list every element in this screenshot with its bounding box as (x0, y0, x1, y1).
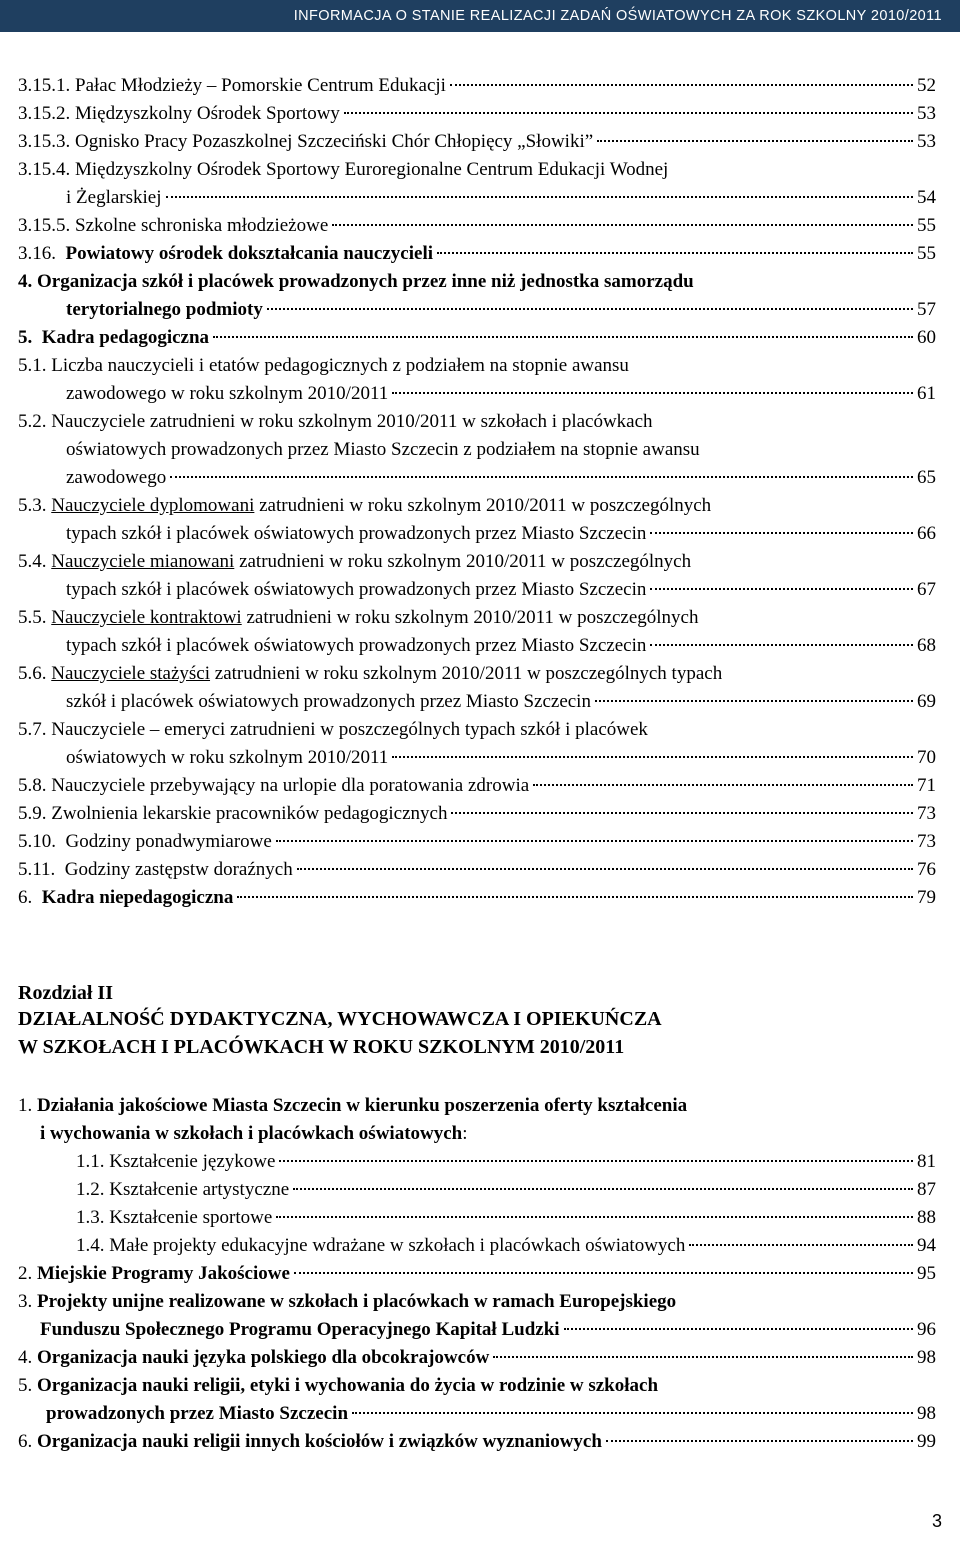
toc-num: 6. (18, 1431, 33, 1452)
dot-leader (213, 336, 913, 338)
toc-title: Nauczyciele – emeryci zatrudnieni w poszczególnych typach szkół i placówek (51, 719, 648, 740)
toc-title-underlined: Nauczyciele kontraktowi (51, 607, 242, 628)
toc-title: Kształcenie sportowe (109, 1207, 273, 1228)
toc-title: Szkolne schroniska młodzieżowe (75, 215, 329, 236)
toc-num: 4. (18, 271, 33, 292)
toc-entry-3-15-2[interactable] (18, 100, 936, 128)
dot-leader (450, 84, 913, 86)
dot-leader (279, 1160, 913, 1162)
document-header-text: INFORMACJA O STANIE REALIZACJI ZADAŃ OŚWIATOWYCH ZA ROK SZKOLNY 2010/2011 (293, 8, 942, 24)
toc-num: 5.4. (18, 551, 47, 572)
toc-title-cont: terytorialnego podmioty (66, 299, 263, 320)
toc-title: Kształcenie artystyczne (109, 1179, 290, 1200)
dot-leader (267, 308, 913, 310)
dot-leader (392, 756, 913, 758)
toc-num: 5.11. (18, 859, 56, 880)
toc-title-cont: Funduszu Społecznego Programu Operacyjnego Kapitał Ludzki (40, 1319, 560, 1340)
toc-num: 1.1. (76, 1151, 105, 1172)
toc-entry-5-3[interactable] (18, 492, 711, 520)
toc-title: Nauczyciele przebywający na urlopie dla poratowania zdrowia (51, 775, 530, 796)
toc2-entry-1-2[interactable] (76, 1176, 936, 1204)
toc-num: 5.7. (18, 719, 47, 740)
toc-title-cont: zawodowego (66, 467, 167, 488)
toc-entry-5-2[interactable] (18, 408, 653, 436)
toc-page: 99 (917, 1431, 936, 1452)
toc-entry-5-8[interactable] (18, 772, 936, 800)
dot-leader (170, 476, 913, 478)
toc-page: 87 (917, 1179, 936, 1200)
dot-leader (451, 812, 913, 814)
toc-page: 61 (917, 383, 936, 404)
dot-leader (332, 224, 913, 226)
toc-entry-5-10[interactable] (18, 828, 936, 856)
dot-leader (237, 896, 913, 898)
toc-num: 5.3. (18, 495, 47, 516)
chapter-title-line1: DZIAŁALNOŚĆ DYDAKTYCZNA, WYCHOWAWCZA I OPIEKUŃCZA (18, 1008, 662, 1030)
toc-title: Międzyszkolny Ośrodek Sportowy (75, 103, 340, 124)
toc-page: 96 (917, 1319, 936, 1340)
toc-title: Kadra niepedagogiczna (41, 887, 234, 908)
toc-title: Działania jakościowe Miasta Szczecin w kierunku poszerzenia oferty kształcenia (37, 1095, 688, 1116)
dot-leader (166, 196, 914, 198)
dot-leader (276, 1216, 913, 1218)
toc-page: 76 (917, 859, 936, 880)
toc-title: Organizacja nauki języka polskiego dla obcokrajowców (37, 1347, 490, 1368)
page-number: 3 (931, 1511, 942, 1531)
toc-page: 53 (917, 131, 936, 152)
toc2-entry-1-4[interactable] (76, 1232, 936, 1260)
toc-entry-5-3-cont (66, 520, 936, 548)
toc-page: 54 (917, 187, 936, 208)
toc-entry-5-2-cont (66, 436, 700, 464)
toc2-entry-1-3[interactable] (76, 1204, 936, 1232)
toc-entry-5-11[interactable] (18, 856, 936, 884)
toc-page: 70 (917, 747, 936, 768)
dot-leader (297, 868, 913, 870)
toc-title-underlined: Nauczyciele dyplomowani (51, 495, 255, 516)
toc-entry-5-1[interactable] (18, 352, 629, 380)
toc-num: 3.15.3. (18, 131, 71, 152)
dot-leader (294, 1272, 913, 1274)
toc-title: Kadra pedagogiczna (41, 327, 210, 348)
dot-leader (689, 1244, 913, 1246)
toc-title: Organizacja nauki religii innych kościołów i związków wyznaniowych (37, 1431, 602, 1452)
toc-title-cont: zawodowego w roku szkolnym 2010/2011 (66, 383, 389, 404)
toc-page: 53 (917, 103, 936, 124)
dot-leader (293, 1188, 913, 1190)
toc-page: 79 (917, 887, 936, 908)
toc-entry-5-6[interactable] (18, 660, 722, 688)
toc-entry-4-cont (66, 296, 936, 324)
toc-page: 98 (917, 1347, 936, 1368)
toc-title: Kształcenie językowe (109, 1151, 276, 1172)
toc-num: 5.2. (18, 411, 47, 432)
toc-num: 1.4. (76, 1235, 105, 1256)
toc-title: Miejskie Programy Jakościowe (37, 1263, 290, 1284)
toc2-entry-3[interactable] (18, 1288, 676, 1316)
toc2-entry-1-cont (40, 1120, 468, 1148)
toc2-entry-4[interactable] (18, 1344, 936, 1372)
toc-title-cont: szkół i placówek oświatowych prowadzonych przez Miasto Szczecin (66, 691, 591, 712)
toc-page: 94 (917, 1235, 936, 1256)
toc-entry-5-1-cont (66, 380, 936, 408)
dot-leader (276, 840, 913, 842)
toc-page: 66 (917, 523, 936, 544)
dot-leader (650, 532, 913, 534)
toc-num: 1.3. (76, 1207, 105, 1228)
toc-title-cont: prowadzonych przez Miasto Szczecin (46, 1403, 349, 1424)
toc-title-cont: oświatowych w roku szkolnym 2010/2011 (66, 747, 389, 768)
toc-title-underlined: Nauczyciele stażyści (51, 663, 211, 684)
toc-num: 2. (18, 1263, 33, 1284)
toc-entry-3-16[interactable] (18, 240, 936, 268)
toc-title: zatrudnieni w roku szkolnym 2010/2011 w poszczególnych typach (210, 663, 723, 684)
dot-leader (392, 392, 913, 394)
toc-page: 73 (917, 803, 936, 824)
toc2-entry-5-cont (46, 1400, 936, 1428)
toc-num: 3. (18, 1291, 33, 1312)
toc-title: Projekty unijne realizowane w szkołach i placówkach w ramach Europejskiego (37, 1291, 677, 1312)
toc-num: 5.9. (18, 803, 47, 824)
dot-leader (352, 1412, 913, 1414)
toc2-entry-3-cont (40, 1316, 936, 1344)
toc-title: Organizacja szkół i placówek prowadzonych przez inne niż jednostka samorządu (37, 271, 694, 292)
toc-title-cont: oświatowych prowadzonych przez Miasto Szczecin z podziałem na stopnie awansu (66, 439, 700, 460)
dot-leader (437, 252, 913, 254)
toc-entry-3-15-3[interactable] (18, 128, 936, 156)
toc-entry-4[interactable] (18, 268, 694, 296)
toc-page: 57 (917, 299, 936, 320)
toc-entry-5-7-cont (66, 744, 936, 772)
toc-num: 5.5. (18, 607, 47, 628)
toc-entry-3-15-4[interactable] (18, 156, 668, 184)
dot-leader (650, 644, 913, 646)
toc2-entry-2[interactable] (18, 1260, 936, 1288)
toc-page: 95 (917, 1263, 936, 1284)
dot-leader (564, 1328, 913, 1330)
toc-title: Organizacja nauki religii, etyki i wychowania do życia w rodzinie w szkołach (37, 1375, 659, 1396)
dot-leader (595, 700, 913, 702)
toc-title-underlined: Nauczyciele mianowani (51, 551, 235, 572)
toc-page: 71 (917, 775, 936, 796)
toc-entry-5-6-cont (66, 688, 936, 716)
toc-num: 3.15.2. (18, 103, 71, 124)
toc-title: Godziny ponadwymiarowe (65, 831, 272, 852)
toc-num: 5. (18, 327, 33, 348)
toc-num: 1.2. (76, 1179, 105, 1200)
toc-page: 65 (917, 467, 936, 488)
toc-page: 52 (917, 75, 936, 96)
toc-title: Godziny zastępstw doraźnych (64, 859, 293, 880)
toc-page: 81 (917, 1151, 936, 1172)
toc-num: 3.15.1. (18, 75, 71, 96)
toc-page: 60 (917, 327, 936, 348)
toc-title: Pałac Młodzieży – Pomorskie Centrum Edukacji (75, 75, 446, 96)
toc-title-cont: i wychowania w szkołach i placówkach oświatowych (40, 1123, 463, 1144)
dot-leader (533, 784, 913, 786)
toc-title: Zwolnienia lekarskie pracowników pedagogicznych (51, 803, 448, 824)
dot-leader (597, 140, 913, 142)
toc-num: 5.1. (18, 355, 47, 376)
toc-entry-5-4-cont (66, 576, 936, 604)
toc-num: 5.8. (18, 775, 47, 796)
toc-page: 68 (917, 635, 936, 656)
chapter-label: Rozdział II (18, 982, 113, 1004)
dot-leader (606, 1440, 913, 1442)
dot-leader (493, 1356, 913, 1358)
toc-entry-5-5-cont (66, 632, 936, 660)
toc-num: 4. (18, 1347, 33, 1368)
toc-page: 88 (917, 1207, 936, 1228)
toc-title-cont: typach szkół i placówek oświatowych prowadzonych przez Miasto Szczecin (66, 635, 647, 656)
toc-title: Małe projekty edukacyjne wdrażane w szkołach i placówkach oświatowych (109, 1235, 686, 1256)
toc-entry-5[interactable] (18, 324, 936, 352)
toc-title-cont: typach szkół i placówek oświatowych prowadzonych przez Miasto Szczecin (66, 579, 647, 600)
chapter-title-line2: W SZKOŁACH I PLACÓWKACH W ROKU SZKOLNYM 2010/2011 (18, 1036, 625, 1058)
toc2-entry-1[interactable] (18, 1092, 687, 1120)
dot-leader (650, 588, 913, 590)
toc-entry-5-7[interactable] (18, 716, 648, 744)
toc-num: 1. (18, 1095, 33, 1116)
toc-title: zatrudnieni w roku szkolnym 2010/2011 w poszczególnych (241, 607, 699, 628)
toc-entry-5-2-cont2 (66, 464, 936, 492)
toc-entry-6[interactable] (18, 884, 936, 912)
toc-title: Ognisko Pracy Pozaszkolnej Szczeciński Chór Chłopięcy „Słowiki” (75, 131, 594, 152)
toc-entry-3-15-5[interactable] (18, 212, 936, 240)
toc-title: zatrudnieni w roku szkolnym 2010/2011 w poszczególnych (234, 551, 692, 572)
toc-entry-5-9[interactable] (18, 800, 936, 828)
toc-page: 69 (917, 691, 936, 712)
dot-leader (344, 112, 913, 114)
toc-entry-5-5[interactable] (18, 604, 698, 632)
toc-entry-3-15-4-cont (66, 184, 936, 212)
toc-num: 5.10. (18, 831, 56, 852)
toc-title: Międzyszkolny Ośrodek Sportowy Euroregionalne Centrum Edukacji Wodnej (75, 159, 669, 180)
toc-title-cont: typach szkół i placówek oświatowych prowadzonych przez Miasto Szczecin (66, 523, 647, 544)
toc-entry-5-4[interactable] (18, 548, 691, 576)
toc-num: 5. (18, 1375, 33, 1396)
toc-page: 67 (917, 579, 936, 600)
toc2-entry-6[interactable] (18, 1428, 936, 1456)
toc2-entry-5[interactable] (18, 1372, 658, 1400)
toc-page: 55 (917, 215, 936, 236)
toc-page: 73 (917, 831, 936, 852)
toc-page: 55 (917, 243, 936, 264)
toc-num: 5.6. (18, 663, 47, 684)
toc-title: Liczba nauczycieli i etatów pedagogicznych z podziałem na stopnie awansu (51, 355, 629, 376)
toc-entry-3-15-1[interactable] (18, 72, 936, 100)
toc-num: 3.16. (18, 243, 56, 264)
toc2-entry-1-1[interactable] (76, 1148, 936, 1176)
toc-title-cont: i Żeglarskiej (66, 187, 162, 208)
toc-title: Powiatowy ośrodek dokształcania nauczycieli (65, 243, 434, 264)
toc-num: 6. (18, 887, 33, 908)
toc-title: Nauczyciele zatrudnieni w roku szkolnym 2010/2011 w szkołach i placówkach (51, 411, 653, 432)
toc-title: zatrudnieni w roku szkolnym 2010/2011 w poszczególnych (254, 495, 712, 516)
toc-num: 3.15.5. (18, 215, 71, 236)
toc-colon: : (462, 1123, 468, 1144)
document-header (0, 0, 960, 32)
toc-page: 98 (917, 1403, 936, 1424)
toc-num: 3.15.4. (18, 159, 71, 180)
